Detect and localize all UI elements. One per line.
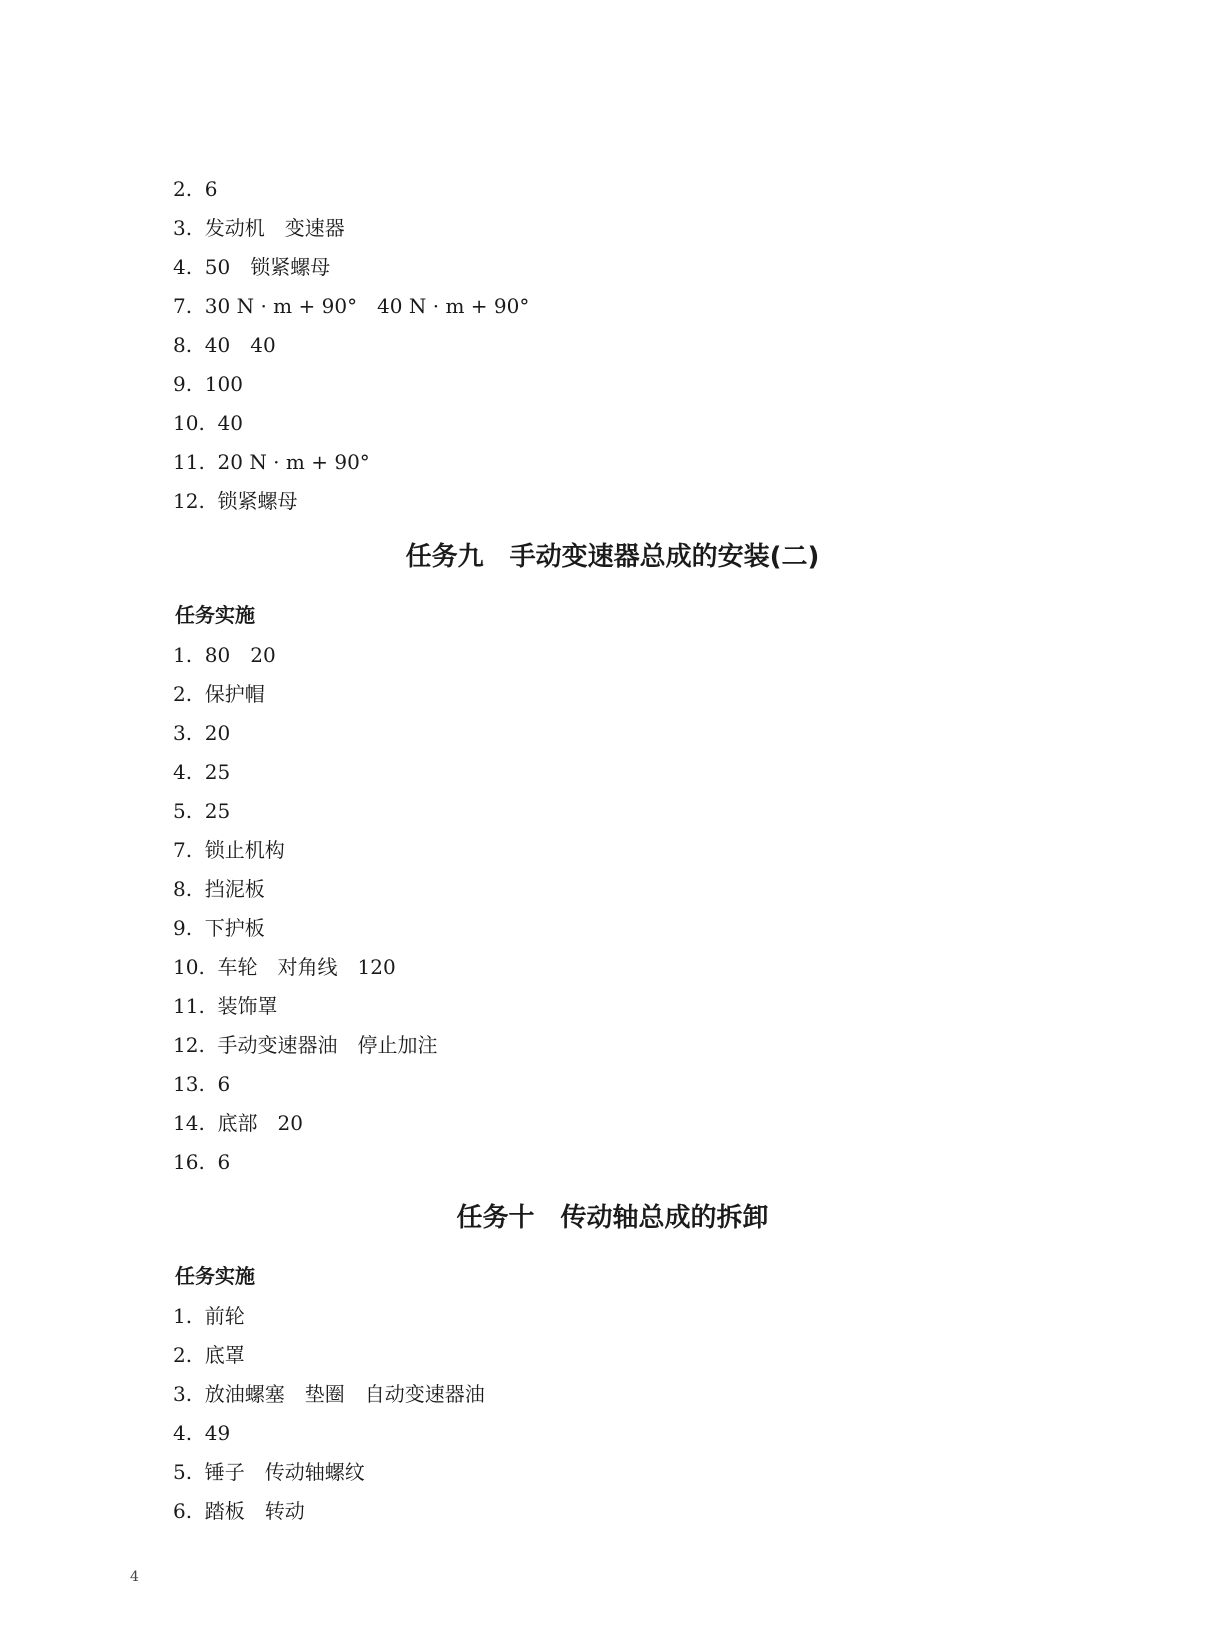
- answer-item: 7. 锁止机构: [173, 838, 285, 862]
- task-ten-heading: 任务十 传动轴总成的拆卸: [456, 1203, 769, 1233]
- answer-item: 4. 50 锁紧螺母: [173, 255, 331, 279]
- answer-item: 7. 30 N · m + 90° 40 N · m + 90°: [173, 294, 530, 318]
- answer-item: 10. 车轮 对角线 120: [173, 955, 396, 979]
- answer-item: 11. 20 N · m + 90°: [173, 450, 370, 474]
- answer-item: 4. 25: [173, 760, 231, 784]
- answer-item: 4. 49: [173, 1421, 231, 1445]
- answer-item: 13. 6: [173, 1072, 231, 1096]
- answer-item: 1. 80 20: [173, 643, 276, 667]
- page-number: 4: [130, 1569, 139, 1585]
- answer-item: 6. 踏板 转动: [173, 1499, 305, 1523]
- answer-item: 12. 手动变速器油 停止加注: [173, 1033, 438, 1057]
- answer-item: 5. 锤子 传动轴螺纹: [173, 1460, 365, 1484]
- answer-item: 3. 放油螺塞 垫圈 自动变速器油: [173, 1382, 485, 1406]
- answer-item: 5. 25: [173, 799, 231, 823]
- answer-item: 3. 20: [173, 721, 231, 745]
- answer-item: 14. 底部 20: [173, 1111, 303, 1135]
- answer-item: 1. 前轮: [173, 1304, 245, 1328]
- task-nine-heading: 任务九 手动变速器总成的安装(二): [405, 542, 820, 572]
- answer-item: 2. 保护帽: [173, 682, 265, 706]
- answer-item: 16. 6: [173, 1150, 231, 1174]
- answer-item: 8. 挡泥板: [173, 877, 265, 901]
- answer-item: 12. 锁紧螺母: [173, 489, 298, 513]
- answer-item: 2. 6: [173, 177, 218, 201]
- answer-item: 10. 40: [173, 411, 243, 435]
- answer-item: 3. 发动机 变速器: [173, 216, 345, 240]
- answer-item: 2. 底罩: [173, 1343, 245, 1367]
- task-implementation-label: 任务实施: [175, 603, 255, 627]
- answer-item: 9. 100: [173, 372, 243, 396]
- answer-item: 11. 装饰罩: [173, 994, 278, 1018]
- answer-item: 8. 40 40: [173, 333, 276, 357]
- task-implementation-label: 任务实施: [175, 1264, 255, 1288]
- answer-item: 9. 下护板: [173, 916, 265, 940]
